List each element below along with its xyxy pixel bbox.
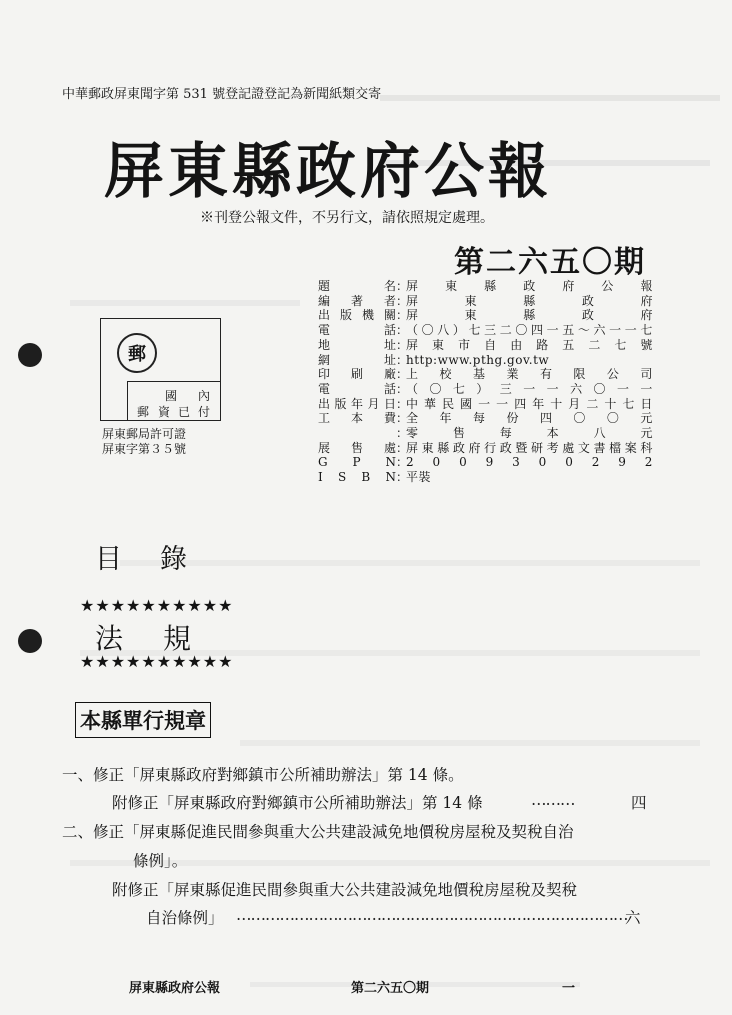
regulations-heading: 法規 <box>95 622 232 655</box>
info-label: 出 版 機 關 <box>318 308 396 323</box>
publication-info <box>318 279 653 485</box>
info-colon: ： <box>396 352 409 367</box>
info-row <box>318 353 653 368</box>
info-label: I S B N <box>318 470 396 485</box>
info-row <box>318 382 653 397</box>
info-row <box>318 338 653 353</box>
info-row <box>318 397 653 412</box>
info-label <box>318 426 396 441</box>
stamp-char: 已 <box>178 405 191 419</box>
info-value: 平裝 <box>406 470 432 485</box>
info-value: （ 〇 七 ） 三 一 一 六 〇 一 一 <box>406 381 653 396</box>
info-value: （ 〇 八 ） 七 三 二 〇 四 一 五 ～ 六 一 一 七 <box>406 323 653 338</box>
info-colon: ： <box>396 367 409 382</box>
info-value: 屏 東 縣 政 府 <box>406 308 653 323</box>
info-row <box>318 441 653 456</box>
info-label: 電 話 <box>318 381 396 396</box>
permit-line: 屏東郵局許可證 <box>102 427 187 441</box>
section-heading-box: 本縣單行規章 <box>75 702 211 738</box>
info-label: 出 版 年 月 日 <box>318 396 396 411</box>
info-row <box>318 455 653 470</box>
gazette-title: 屏東縣政府公報 <box>104 137 552 207</box>
binder-hole-bottom <box>18 629 42 653</box>
info-colon: ： <box>396 470 409 485</box>
info-label: G P N <box>318 455 396 470</box>
footer-page-number: 一 <box>562 981 576 996</box>
toc-item-continued: 條例」。 <box>133 852 188 870</box>
info-row <box>318 279 653 294</box>
postage-paid-stamp <box>100 318 221 421</box>
info-label: 電 話 <box>318 323 396 338</box>
info-label: 展 售 處 <box>318 440 396 455</box>
info-colon: ： <box>396 293 409 308</box>
info-colon: ： <box>396 440 409 455</box>
star-divider-bottom: ★★★★★★★★★★ <box>80 652 234 671</box>
toc-subitem[interactable]: 附修正「屏東縣促進民間參與重大公共建設減免地價稅房屋稅及契稅 <box>112 881 578 899</box>
toc-item[interactable]: 二、修正「屏東縣促進民間參與重大公共建設減免地價稅房屋稅及契稅自治 <box>62 823 574 841</box>
info-value: 屏 東 市 自 由 路 五 二 七 號 <box>406 337 653 352</box>
info-row <box>318 294 653 309</box>
postal-permit <box>102 427 186 457</box>
info-label: 工 本 費 <box>318 411 396 426</box>
star-divider-top: ★★★★★★★★★★ <box>80 596 234 615</box>
info-colon: ： <box>396 426 409 441</box>
toc-subitem[interactable]: 附修正「屏東縣政府對鄉鎮市公所補助辦法」第 14 條 <box>112 794 483 812</box>
stamp-char: 資 <box>158 405 171 419</box>
info-colon: ： <box>396 396 409 411</box>
post-logo-icon: 郵 <box>117 333 157 373</box>
stamp-char: 國 <box>165 389 178 403</box>
toc-page-number: 六 <box>625 909 641 927</box>
info-value: 上 校 基 業 有 限 公 司 <box>406 367 653 382</box>
footer-issue: 第二六五〇期 <box>351 981 430 996</box>
publication-note: ※刊登公報文件，不另行文，請依照規定處理。 <box>200 210 494 226</box>
toc-leader: ……… <box>531 791 575 809</box>
permit-line: 屏東字第３５號 <box>102 442 187 456</box>
postal-registration: 中華郵政屏東聞字第 531 號登記證登記為新聞紙類交寄 <box>62 87 382 102</box>
info-label: 印 刷 廠 <box>318 367 396 382</box>
info-label: 題 名 <box>318 279 396 293</box>
info-colon: ： <box>396 323 409 338</box>
stamp-char: 內 <box>198 389 211 403</box>
toc-leader: ……………………………………………………………………… <box>236 906 628 924</box>
info-colon: ： <box>396 279 409 293</box>
info-row <box>318 411 653 426</box>
info-value: 屏 東 縣 政 府 <box>406 293 653 308</box>
info-row <box>318 470 653 485</box>
stamp-char: 郵 <box>137 405 150 419</box>
info-value: 屏 東 縣 政 府 行 政 暨 研 考 處 文 書 檔 案 科 <box>406 440 653 455</box>
info-label: 地 址 <box>318 337 396 352</box>
info-value: 中 華 民 國 一 一 四 年 十 月 二 十 七 日 <box>406 396 653 411</box>
contents-heading: 目錄 <box>95 544 225 575</box>
info-label: 網 址 <box>318 352 396 367</box>
toc-page-number: 四 <box>631 794 647 812</box>
info-value: 零 售 每 本 八 元 <box>406 426 653 441</box>
stamp-char: 付 <box>198 405 211 419</box>
info-colon: ： <box>396 308 409 323</box>
toc-subitem-continued: 自治條例」 <box>146 909 224 927</box>
info-row <box>318 367 653 382</box>
binder-hole-top <box>18 343 42 367</box>
toc-item[interactable]: 一、修正「屏東縣政府對鄉鎮市公所補助辦法」第 14 條。 <box>62 766 464 784</box>
info-row <box>318 323 653 338</box>
info-value: 2 0 0 9 3 0 0 2 9 2 <box>406 455 653 470</box>
info-row <box>318 308 653 323</box>
info-colon: ： <box>396 337 409 352</box>
info-colon: ： <box>396 381 409 396</box>
info-row <box>318 426 653 441</box>
info-value: 全 年 每 份 四 〇 〇 元 <box>406 411 653 426</box>
info-value: 屏 東 縣 政 府 公 報 <box>406 279 653 293</box>
info-colon: ： <box>396 411 409 426</box>
footer-publication: 屏東縣政府公報 <box>129 981 221 996</box>
info-value: http:www.pthg.gov.tw <box>406 352 550 367</box>
issue-number: 第二六五〇期 <box>454 245 646 280</box>
info-colon: ： <box>396 455 409 470</box>
info-label: 編 著 者 <box>318 293 396 308</box>
